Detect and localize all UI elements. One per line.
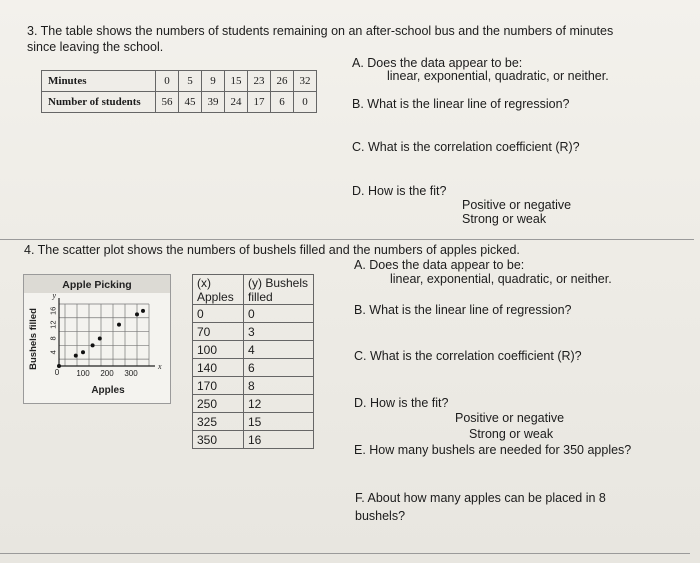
chart-title: Apple Picking bbox=[62, 279, 132, 291]
section-divider bbox=[0, 239, 694, 240]
q3-cell: 15 bbox=[225, 71, 248, 92]
q3-cell: 5 bbox=[179, 71, 202, 92]
bottom-divider bbox=[0, 553, 690, 554]
q3-cell: 17 bbox=[248, 92, 271, 113]
q3-data-table bbox=[41, 70, 317, 113]
q4-col2-header bbox=[244, 275, 314, 305]
q3-cell: 45 bbox=[179, 92, 202, 113]
q4-part-f-line2: bushels? bbox=[355, 509, 406, 523]
q4-part-a: A. Does the data appear to be: bbox=[354, 258, 525, 272]
q3-row-label: Minutes bbox=[42, 71, 156, 92]
q3-prompt-line2: since leaving the school. bbox=[27, 40, 164, 54]
q3-row-label: Number of students bbox=[42, 92, 156, 113]
q3-part-a: A. Does the data appear to be: bbox=[352, 56, 523, 70]
apples-cell: 250 bbox=[193, 395, 244, 413]
q4-prompt: 4. The scatter plot shows the numbers of bushels filled and the numbers of apples picked. bbox=[24, 243, 520, 257]
x-tick-label: 100 bbox=[76, 369, 90, 378]
table-row bbox=[193, 341, 314, 359]
y-axis-label: Bushels filled bbox=[28, 308, 39, 370]
q4-part-c: C. What is the correlation coefficient (R)? bbox=[354, 349, 582, 363]
x-axis-letter: x bbox=[158, 362, 162, 371]
data-point bbox=[135, 312, 139, 316]
q4-col1-header-line2: Apples bbox=[197, 290, 234, 304]
apples-cell: 170 bbox=[193, 377, 244, 395]
q3-row-students bbox=[42, 92, 317, 113]
q3-part-d: D. How is the fit? bbox=[352, 184, 447, 198]
data-point bbox=[141, 309, 145, 313]
apples-cell: 70 bbox=[193, 323, 244, 341]
data-point bbox=[74, 354, 78, 358]
x-tick-label: 300 bbox=[124, 369, 138, 378]
q3-row-minutes bbox=[42, 71, 317, 92]
bushels-cell: 8 bbox=[244, 377, 314, 395]
x-tick-label: 200 bbox=[100, 369, 114, 378]
q4-col1-header bbox=[193, 275, 244, 305]
q4-data-table bbox=[192, 274, 314, 449]
apples-cell: 325 bbox=[193, 413, 244, 431]
q4-col2-header-line1: (y) Bushels bbox=[248, 276, 309, 290]
q4-part-d-option2: Strong or weak bbox=[469, 427, 554, 441]
apples-cell: 0 bbox=[193, 305, 244, 323]
data-point bbox=[117, 323, 121, 327]
q3-cell: 6 bbox=[271, 92, 294, 113]
bushels-cell: 3 bbox=[244, 323, 314, 341]
data-point bbox=[98, 336, 102, 340]
apples-cell: 350 bbox=[193, 431, 244, 449]
q4-col2-header-line2: filled bbox=[248, 290, 273, 304]
bushels-cell: 15 bbox=[244, 413, 314, 431]
apples-cell: 100 bbox=[193, 341, 244, 359]
bushels-cell: 6 bbox=[244, 359, 314, 377]
y-tick-label: 4 bbox=[48, 350, 58, 355]
q4-part-b: B. What is the linear line of regression? bbox=[354, 303, 572, 317]
data-point bbox=[57, 364, 61, 368]
q3-cell: 0 bbox=[156, 71, 179, 92]
bushels-cell: 4 bbox=[244, 341, 314, 359]
table-row bbox=[193, 395, 314, 413]
q3-cell: 39 bbox=[202, 92, 225, 113]
y-axis-letter: y bbox=[52, 291, 56, 300]
y-tick-label: 8 bbox=[48, 336, 58, 341]
q4-col1-header-line1: (x) bbox=[197, 276, 211, 290]
q3-cell: 9 bbox=[202, 71, 225, 92]
q4-part-e: E. How many bushels are needed for 350 apples? bbox=[354, 443, 632, 457]
q4-part-d-option1: Positive or negative bbox=[455, 411, 565, 425]
table-row bbox=[193, 359, 314, 377]
q3-cell: 0 bbox=[294, 92, 317, 113]
q3-cell: 24 bbox=[225, 92, 248, 113]
table-row bbox=[193, 431, 314, 449]
bushels-cell: 0 bbox=[244, 305, 314, 323]
q3-cell: 56 bbox=[156, 92, 179, 113]
table-row bbox=[193, 305, 314, 323]
table-row bbox=[193, 413, 314, 431]
q3-part-c: C. What is the correlation coefficient (R)? bbox=[352, 140, 580, 154]
q3-cell: 32 bbox=[294, 71, 317, 92]
q4-part-d: D. How is the fit? bbox=[354, 396, 449, 410]
data-point bbox=[81, 350, 85, 354]
bushels-cell: 12 bbox=[244, 395, 314, 413]
q3-part-d-option1: Positive or negative bbox=[462, 198, 572, 212]
origin-label: 0 bbox=[54, 368, 60, 377]
bushels-cell: 16 bbox=[244, 431, 314, 449]
data-point bbox=[91, 343, 95, 347]
q4-part-a-options: linear, exponential, quadratic, or neither. bbox=[390, 272, 612, 286]
q3-part-a-options: linear, exponential, quadratic, or neither. bbox=[387, 69, 609, 83]
q3-cell: 26 bbox=[271, 71, 294, 92]
q3-prompt-line1: 3. The table shows the numbers of students remaining on an after-school bus and the numbers of minutes bbox=[27, 24, 614, 38]
q3-part-b: B. What is the linear line of regression? bbox=[352, 97, 570, 111]
q3-part-d-option2: Strong or weak bbox=[462, 212, 547, 226]
scatter-plot bbox=[24, 275, 170, 403]
scatter-plot-panel bbox=[23, 274, 171, 404]
table-row bbox=[193, 377, 314, 395]
y-tick-label: 12 bbox=[48, 320, 58, 329]
table-row bbox=[193, 323, 314, 341]
q4-part-f: F. About how many apples can be placed in 8 bbox=[355, 491, 606, 505]
q4-table-header bbox=[193, 275, 314, 305]
x-axis-label: Apples bbox=[91, 385, 125, 396]
q3-cell: 23 bbox=[248, 71, 271, 92]
y-tick-label: 16 bbox=[48, 306, 58, 316]
apples-cell: 140 bbox=[193, 359, 244, 377]
